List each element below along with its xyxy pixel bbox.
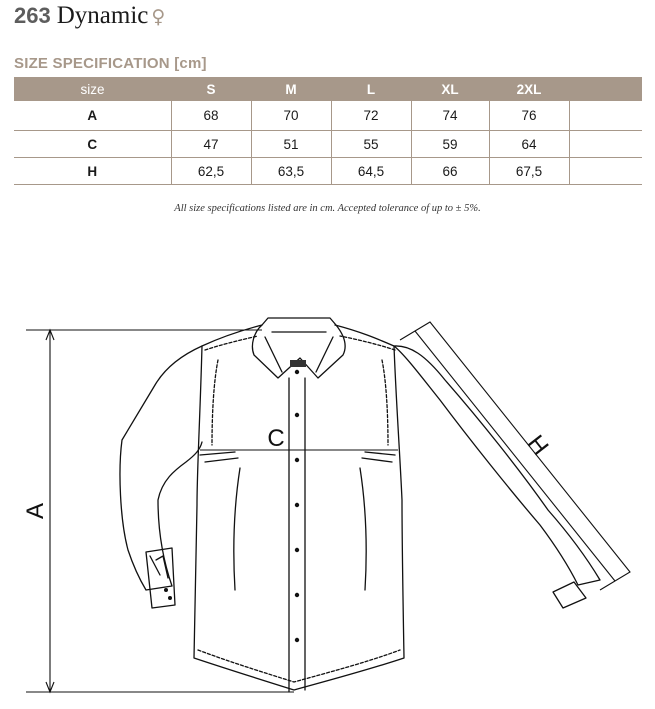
model-name: Dynamic [56, 2, 149, 29]
column-header-s: S [171, 77, 251, 101]
table-cell: 66 [411, 158, 489, 185]
neck-label [290, 360, 306, 367]
hem-stitch [198, 650, 400, 682]
cuff-button [164, 588, 168, 592]
button-placket [289, 378, 305, 692]
table-cell: 62,5 [171, 158, 251, 185]
right-sleeve-outline [394, 346, 600, 585]
table-cell: 70 [251, 101, 331, 131]
right-yoke-seam [382, 360, 388, 445]
female-symbol-icon: ♀ [151, 6, 166, 28]
shirt-body-outline [194, 325, 404, 690]
column-header-size: size [14, 77, 171, 101]
table-cell: 51 [251, 131, 331, 158]
left-sleeve-outline [120, 346, 202, 590]
table-cell: 72 [331, 101, 411, 131]
right-dart [360, 468, 366, 590]
collar [252, 318, 345, 378]
measure-label-a: A [22, 502, 49, 520]
size-spec-heading: SIZE SPECIFICATION [cm] [14, 55, 207, 72]
button-dot [295, 638, 299, 642]
column-header-l: L [331, 77, 411, 101]
table-cell: 55 [331, 131, 411, 158]
row-label: A [14, 101, 171, 131]
table-cell: 63,5 [251, 158, 331, 185]
button-dot [295, 503, 299, 507]
button-dot [295, 548, 299, 552]
table-cell: 47 [171, 131, 251, 158]
measure-label-c: C [267, 425, 285, 452]
cuff-button [168, 596, 172, 600]
table-cell: 64 [489, 131, 569, 158]
column-header-m: M [251, 77, 331, 101]
buttons [164, 370, 299, 642]
collar-inner-left [265, 337, 282, 372]
left-yoke-seam [212, 360, 218, 445]
column-header-xl: XL [411, 77, 489, 101]
button-dot [295, 370, 299, 374]
table-cell: 67,5 [489, 158, 569, 185]
button-dot [295, 413, 299, 417]
table-cell: 64,5 [331, 158, 411, 185]
model-number: 263 [14, 3, 51, 28]
table-cell: 74 [411, 101, 489, 131]
bust-line-right [362, 452, 395, 462]
row-label: H [14, 158, 171, 185]
table-cell: 76 [489, 101, 569, 131]
button-dot [295, 593, 299, 597]
table-cell: 59 [411, 131, 489, 158]
row-label: C [14, 131, 171, 158]
shoulder-seam-left [205, 336, 258, 350]
sleeve-measure-main [415, 331, 615, 581]
right-cuff [553, 582, 586, 608]
measure-label-h: H [521, 430, 554, 461]
bust-line-left [200, 452, 238, 462]
left-dart [234, 468, 240, 590]
cuff-placket [150, 556, 168, 578]
table-cell: 68 [171, 101, 251, 131]
column-header-2xl: 2XL [489, 77, 569, 101]
button-dot [295, 458, 299, 462]
tolerance-note: All size specifications listed are in cm. Accepted tolerance of up to ± 5%. [174, 203, 481, 214]
